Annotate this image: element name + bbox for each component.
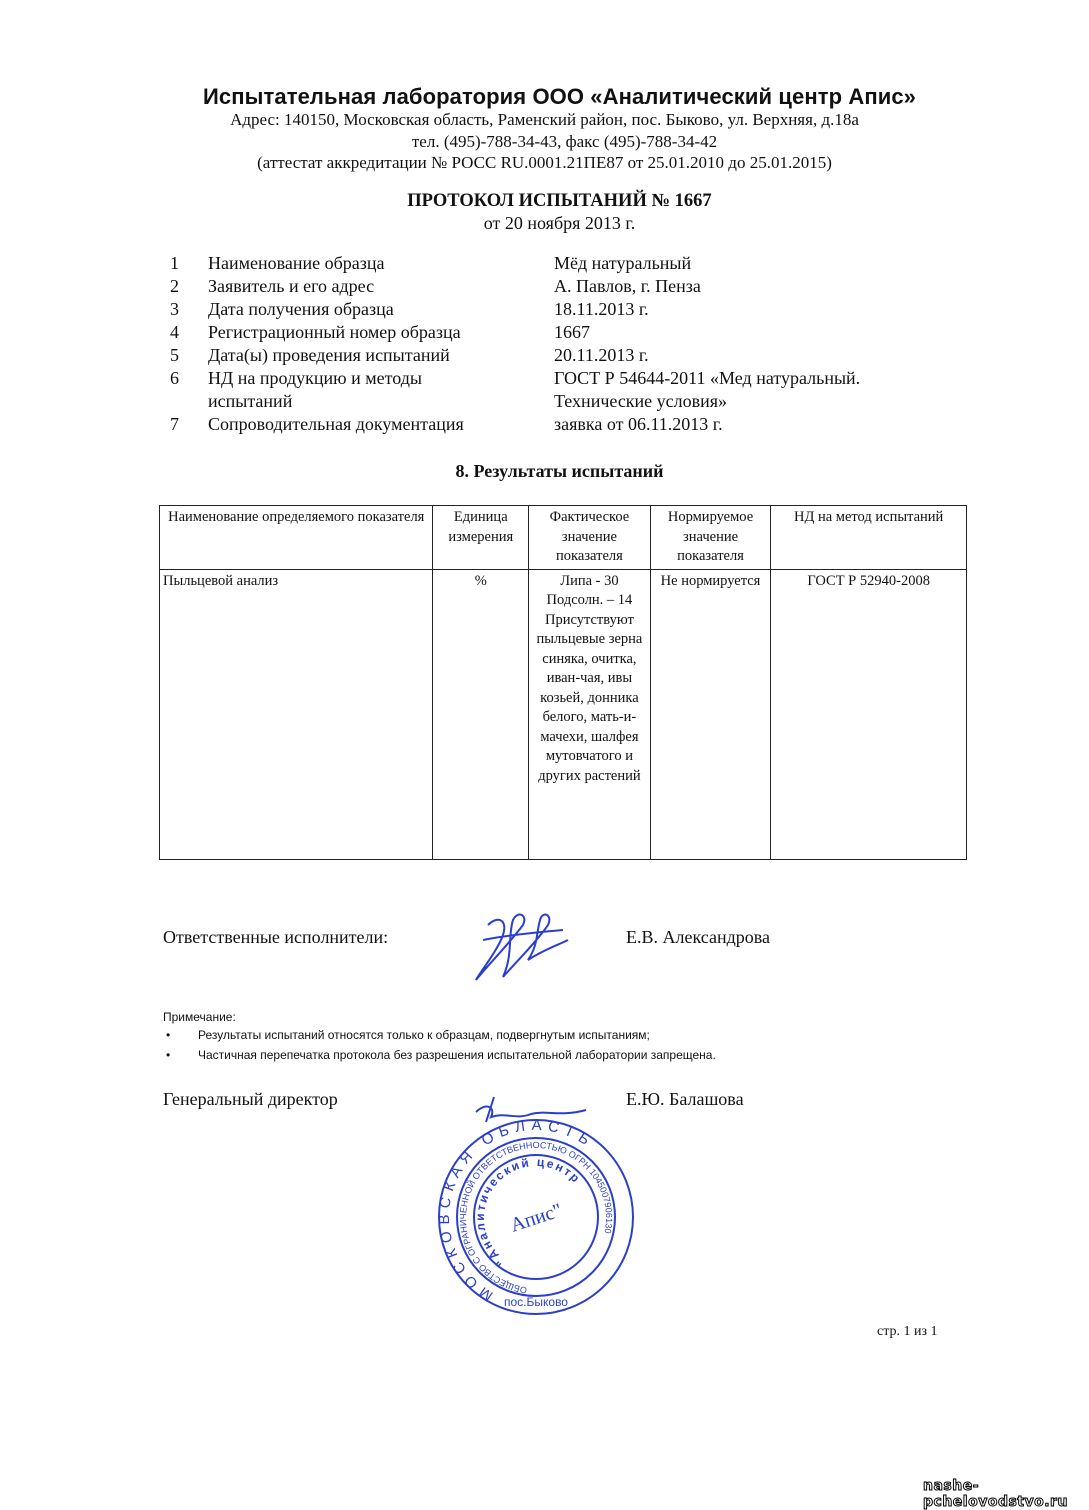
unit-cell: %: [433, 569, 529, 859]
stamp-middle-text: ОБЩЕСТВО С ОГРАНИЧЕННОЙ ОТВЕТСТВЕННОСТЬЮ ОГРН 1045007906130: [458, 1139, 615, 1296]
info-number: 5: [170, 345, 179, 365]
lab-address: Адрес: 140150, Московская область, Раменский район, пос. Быково, ул. Верхняя, д.18а: [230, 110, 859, 129]
stamp-center-text: Апис": [507, 1199, 565, 1237]
director-name: Е.Ю. Балашова: [626, 1089, 744, 1109]
info-row: [170, 275, 970, 298]
site-watermark: nashe-pchelovodstvo.ru: [923, 1478, 1068, 1510]
info-value: А. Павлов, г. Пенза: [554, 276, 701, 296]
info-number: 1: [170, 253, 179, 273]
note-item: [166, 1048, 716, 1062]
column-header: Нормируемое значение показателя: [650, 506, 771, 570]
table-row: [160, 569, 967, 859]
column-header: Наименование определяемого показателя: [160, 506, 433, 570]
note-item: [166, 1028, 650, 1042]
info-label: испытаний: [208, 391, 293, 411]
note-text: Частичная перепечатка протокола без разрешения испытательной лаборатории запрещена.: [198, 1048, 716, 1062]
info-row: [170, 413, 970, 436]
company-stamp-icon: [436, 1092, 636, 1317]
indicator-cell: Пыльцевой анализ: [160, 569, 433, 859]
info-row: [170, 344, 970, 367]
note-text: Результаты испытаний относятся только к образцам, подвергнутым испытаниям;: [198, 1028, 650, 1042]
lab-phones: тел. (495)-788-34-43, факс (495)-788-34-42: [411, 132, 718, 151]
results-title: 8. Результаты испытаний: [455, 461, 664, 481]
info-number: 7: [170, 414, 179, 434]
info-row: [170, 252, 970, 275]
info-label: Дата(ы) проведения испытаний: [208, 345, 450, 365]
protocol-date: от 20 ноября 2013 г.: [483, 213, 636, 233]
info-label: НД на продукцию и методы: [208, 368, 423, 388]
info-label: Регистрационный номер образца: [208, 322, 461, 342]
info-value: 1667: [554, 322, 590, 342]
info-row: [170, 321, 970, 344]
sample-info-list: [170, 252, 970, 436]
info-label: Дата получения образца: [208, 299, 394, 319]
info-row: [170, 298, 970, 321]
bullet-icon: •: [166, 1028, 171, 1042]
table-header-row: [160, 506, 967, 570]
stamp-outer-text: МОСКОВСКАЯ ОБЛАСТЬ: [436, 1116, 598, 1305]
info-row: [170, 367, 970, 390]
info-value: 18.11.2013 г.: [554, 299, 649, 319]
column-header: Фактическое значение показателя: [529, 506, 651, 570]
actual-value-cell: Липа - 30 Подсолн. – 14 Присутствуют пыльцевые зерна синяка, очитка, иван-чая, ивы козьей, донника белого, мать-и-мачехи, шалфея мутовчатого и других растений: [529, 569, 651, 859]
protocol-title: ПРОТОКОЛ ИСПЫТАНИЙ № 1667: [407, 191, 712, 211]
norm-value-cell: Не нормируется: [650, 569, 771, 859]
page-number: стр. 1 из 1: [877, 1324, 938, 1339]
info-number: [170, 390, 208, 413]
info-number: 3: [170, 299, 179, 319]
info-value: Мёд натуральный: [554, 253, 692, 273]
info-number: 4: [170, 322, 179, 342]
info-label: Наименование образца: [208, 253, 385, 273]
stamp-bottom-text: пос.Быково: [504, 1295, 568, 1309]
info-value: заявка от 06.11.2013 г.: [554, 414, 723, 434]
info-value: 20.11.2013 г.: [554, 345, 649, 365]
info-label: Сопроводительная документация: [208, 414, 464, 434]
info-label: Заявитель и его адрес: [208, 276, 375, 296]
notes-title: Примечание:: [163, 1010, 236, 1024]
director-label: Генеральный директор: [163, 1089, 338, 1109]
info-number: 2: [170, 276, 179, 296]
info-value: Технические условия»: [554, 391, 728, 411]
info-number: 6: [170, 368, 179, 388]
method-cell: ГОСТ Р 52940-2008: [771, 569, 967, 859]
executors-label: Ответственные исполнители:: [163, 927, 389, 947]
executor-signature-icon: [468, 905, 588, 985]
director-signature-icon: [476, 1097, 586, 1122]
column-header: НД на метод испытаний: [771, 506, 967, 570]
info-value: ГОСТ Р 54644-2011 «Мед натуральный.: [554, 368, 861, 388]
info-row: [170, 390, 970, 413]
accreditation: (аттестат аккредитации № РОСС RU.0001.21ПЕ87 от 25.01.2010 до 25.01.2015): [257, 153, 832, 172]
lab-title: Испытательная лаборатория ООО «Аналитический центр Апис»: [202, 84, 917, 109]
column-header: Единица измерения: [433, 506, 529, 570]
stamp-inner-text: "Аналитический центр: [472, 1154, 584, 1269]
results-table: [159, 505, 967, 860]
bullet-icon: •: [166, 1048, 171, 1062]
executor-name: Е.В. Александрова: [626, 927, 771, 947]
